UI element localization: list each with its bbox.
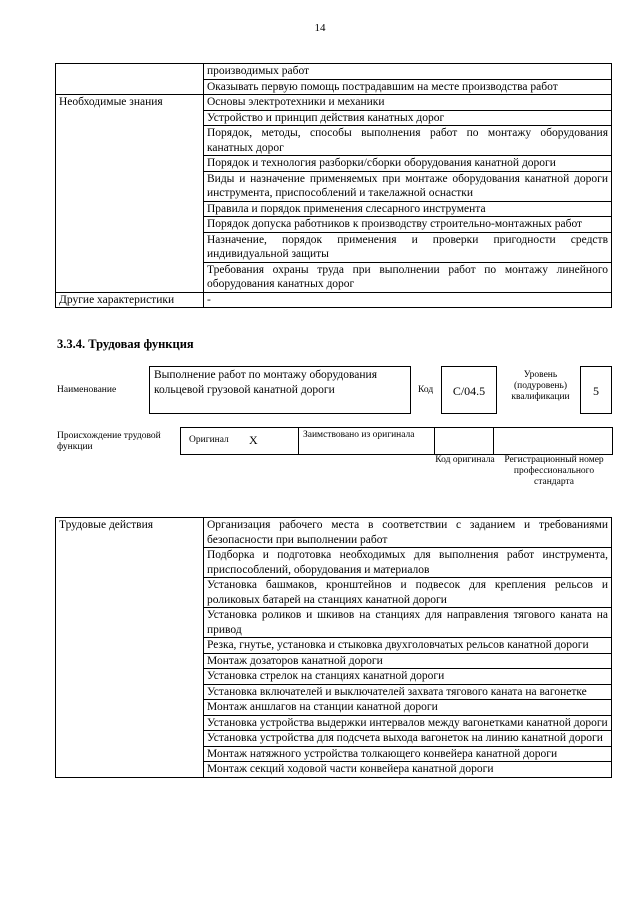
table-cell: Установка включателей и выключателей захвата тягового каната на вагонетке [204,684,612,700]
level-value-box: 5 [580,366,612,414]
table-cell: Монтаж аншлагов на станции канатной дороги [204,700,612,716]
table-cell: Монтаж секций ходовой части конвейера канатной дороги [204,762,612,778]
code-value-box: C/04.5 [441,366,497,414]
table-cell: Оказывать первую помощь пострадавшим на месте производства работ [204,79,612,95]
origin-code-label: Код оригинала [435,455,495,465]
table-cell: Требования охраны труда при выполнении работ по монтажу линейного оборудования канатных дорог [204,262,612,292]
table-cell: Установка устройства выдержки интервалов между вагонетками канатной дороги [204,715,612,731]
table-cell: Порядок, методы, способы выполнения работ по монтажу оборудования канатных дорог [204,126,612,156]
row-label-other: Другие характеристики [56,292,204,308]
table-cell: Монтаж натяжного устройства толкающего конвейера канатной дороги [204,746,612,762]
table-row [56,95,612,111]
table-cell: Виды и назначение применяемых при монтаже оборудования канатной дороги инструмента, приспособлений и такелажной оснастки [204,171,612,201]
table-cell: - [204,292,612,308]
table-cell: Установка башмаков, кронштейнов и подвесок для крепления рельсов и роликовых батарей на станциях канатной дороги [204,578,612,608]
labour-actions-table [55,517,612,778]
original-label: Оригинал [189,435,229,445]
origin-boxes [180,427,613,455]
table-cell: Основы электротехники и механики [204,95,612,111]
table-cell: Организация рабочего места в соответствии с заданием и требованиями безопасности при выполнении работ [204,518,612,548]
section-heading: 3.3.4. Трудовая функция [57,337,194,351]
table-cell: производимых работ [204,64,612,80]
code-label: Код [418,385,434,395]
table-cell: Монтаж дозаторов канатной дороги [204,653,612,669]
table-row [56,518,612,548]
table-cell: Назначение, порядок применения и проверки пригодности средств индивидуальной защиты [204,232,612,262]
origin-label: Происхождение трудовой функции [57,431,161,452]
level-label: Уровень (подуровень) квалификации [511,370,570,402]
table-cell: Установка устройства для подсчета выхода вагонеток на линию канатной дороги [204,731,612,747]
original-mark: X [249,433,258,447]
function-name-box: Выполнение работ по монтажу оборудования кольцевой грузовой канатной дороги [149,366,411,414]
table-cell: Подборка и подготовка необходимых для выполнения работ инструмента, приспособлений, оборудования и материалов [204,548,612,578]
table-row [56,64,612,80]
borrowed-label: Заимствовано из оригинала [303,430,415,440]
table-cell: Установка стрелок на станциях канатной дороги [204,669,612,685]
row-label-knowledge: Необходимые знания [56,95,204,293]
table-cell: Установка роликов и шкивов на станциях для направления тягового каната на привод [204,608,612,638]
table-cell: Резка, гнутье, установка и стыковка двухголовчатых рельсов канатной дороги [204,638,612,654]
page-number: 14 [314,22,326,34]
row-label [56,64,204,95]
reg-number-label: Регистрационный номер профессионального стандарта [504,455,604,487]
table-cell: Порядок допуска работников к производству строительно-монтажных работ [204,217,612,233]
table-row [56,292,612,308]
table-cell: Порядок и технология разборки/сборки оборудования канатной дороги [204,156,612,172]
table-cell: Устройство и принцип действия канатных дорог [204,110,612,126]
knowledge-table [55,63,612,308]
row-label-actions: Трудовые действия [56,518,204,778]
table-cell: Правила и порядок применения слесарного инструмента [204,201,612,217]
name-label: Наименование [57,385,117,395]
